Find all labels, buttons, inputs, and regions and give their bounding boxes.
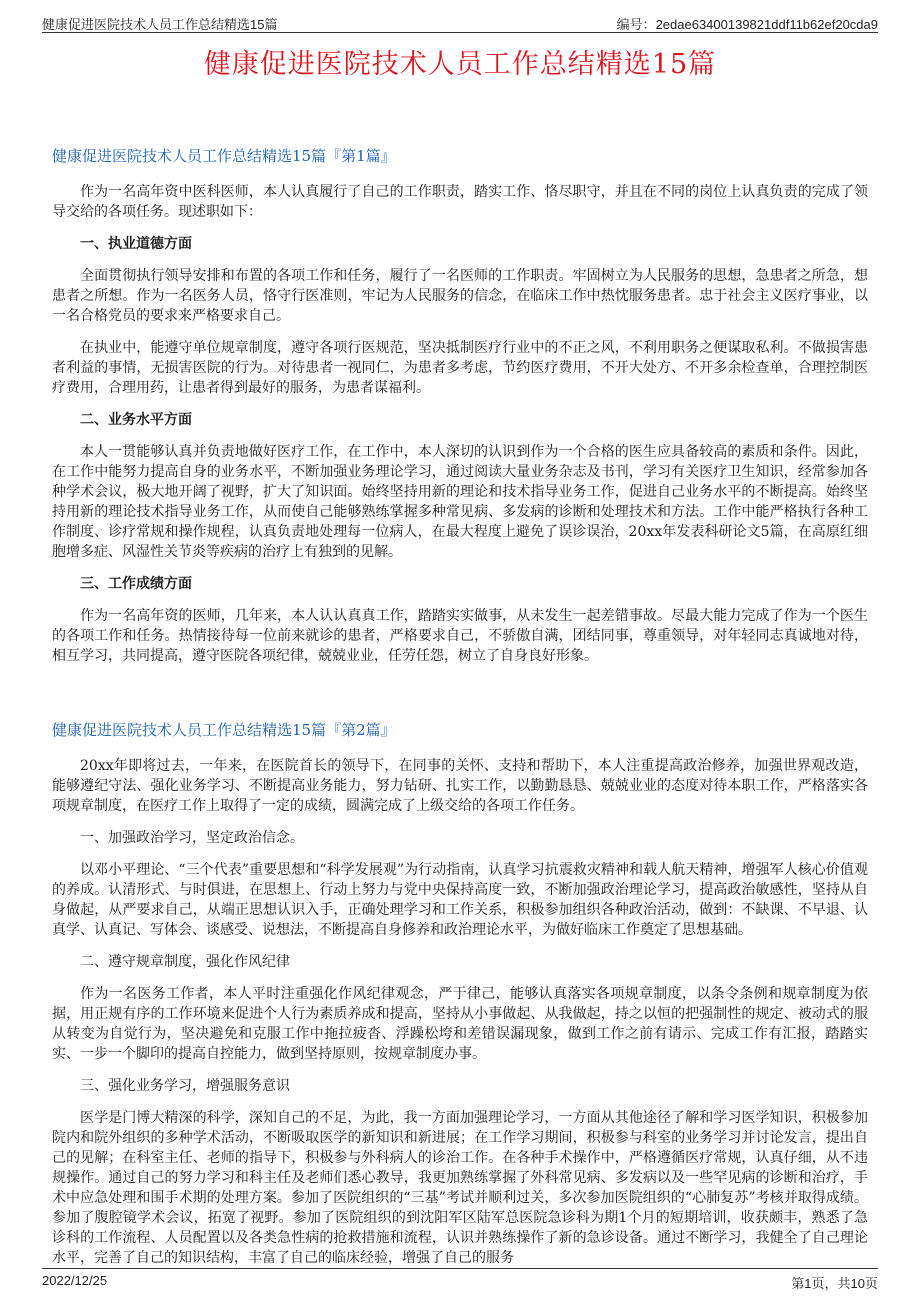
footer-page-number: 第1页，共10页	[791, 1276, 878, 1291]
section-heading: 健康促进医院技术人员工作总结精选15篇『第1篇』	[52, 147, 396, 165]
paragraph: 一、加强政治学习，坚定政治信念。	[80, 830, 304, 846]
subsection-heading: 一、执业道德方面	[80, 236, 192, 252]
paragraph: 三、强化业务学习，增强服务意识	[80, 1078, 290, 1094]
subsection-heading: 二、业务水平方面	[80, 412, 192, 428]
paragraph: 以邓小平理论、“三个代表”重要思想和“科学发展观”为行动指南，认真学习抗震救灾精神和载人航天精神，增强军人核心价值观的养成。认清形式、与时俱进，在思想上、行动上努力与党中央保持高度一致，不断加强政治理论学习，提高政治敏感性，坚持从自身做起，从严要求自己，从端正思想认识入手，正确处理学习和工作关系，积极参加组织各种政治活动，做到：不缺课、不早退、认真学、认真记、写体会、谈感受、说想法，不断提高自身修养和政治理论水平，为做好临床工作奠定了思想基础。	[52, 862, 868, 938]
section-gap	[52, 678, 868, 720]
page-footer	[42, 1268, 878, 1291]
section-heading: 健康促进医院技术人员工作总结精选15篇『第2篇』	[52, 721, 396, 739]
paragraph: 全面贯彻执行领导安排和布置的各项工作和任务，履行了一名医师的工作职责。牢固树立为人民服务的思想，急患者之所急，想患者之所想。作为一名医务人员，恪守行医准则，牢记为人民服务的信念，在临床工作中热忱服务患者。忠于社会主义医疗事业，以一名合格党员的要求来严格要求自己。	[52, 268, 868, 324]
paragraph: 医学是门博大精深的科学，深知自己的不足，为此，我一方面加强理论学习，一方面从其他途径了解和学习医学知识，积极参加院内和院外组织的多种学术活动，不断吸取医学的新知识和新进展；在工作学习期间，积极参与科室的业务学习并讨论发言，提出自己的见解；在科室主任、老师的指导下，积极参与外科病人的诊治工作。在各种手术操作中，严格遵循医疗常规，认真仔细，从不违规操作。通过自己的努力学习和科主任及老师们悉心教导，我更加熟练掌握了外科常见病、多发病以及一些罕见病的诊断和治疗，手术中应急处理和围手术期的处理方案。参加了医院组织的“三基”考试并顺利过关，多次参加医院组织的“心肺复苏”考核并取得成绩。参加了腹腔镜学术会议，拓宽了视野。参加了医院组织的到沈阳军区陆军总医院急诊科为期1个月的短期培训，收获颇丰，熟悉了急诊科的工作流程、人员配置以及各类急性病的抢救措施和流程，认识并熟练操作了新的急诊设备。通过不断学习，我健全了自己理论水平，完善了自己的知识结构，丰富了自己的临床经验，增强了自己的服务	[52, 1110, 868, 1266]
document-body	[52, 146, 868, 1280]
subsection-heading: 三、工作成绩方面	[80, 576, 192, 592]
header-doc-title: 健康促进医院技术人员工作总结精选15篇	[42, 17, 278, 32]
paragraph: 作为一名高年资的医师，几年来，本人认认真真工作，踏踏实实做事，从未发生一起差错事故。尽最大能力完成了作为一个医生的各项工作和任务。热情接待每一位前来就诊的患者，严格要求自己，不骄傲自满，团结同事，尊重领导，对年轻同志真诚地对待，相互学习，共同提高，遵守医院各项纪律，兢兢业业，任劳任怨，树立了自身良好形象。	[52, 608, 868, 664]
paragraph: 20xx年即将过去，一年来，在医院首长的领导下，在同事的关怀、支持和帮助下，本人注重提高政治修养，加强世界观改造，能够遵纪守法、强化业务学习、不断提高业务能力，努力钻研、扎实工作，以勤勤恳恳、兢兢业业的态度对待本职工作，严格落实各项规章制度，在医疗工作上取得了一定的成绩，圆满完成了上级交给的各项工作任务。	[52, 758, 868, 814]
footer-date: 2022/12/25	[42, 1273, 108, 1288]
page-header	[42, 8, 878, 33]
header-doc-id: 编号：2edae63400139821ddf11b62ef20cda9	[616, 17, 878, 32]
paragraph: 本人一贯能够认真并负责地做好医疗工作，在工作中，本人深切的认识到作为一个合格的医生应具备较高的素质和条件。因此，在工作中能努力提高自身的业务水平，不断加强业务理论学习，通过阅读大量业务杂志及书刊，学习有关医疗卫生知识，经常参加各种学术会议，极大地开阔了视野，扩大了知识面。始终坚持用新的理论和技术指导业务工作，促进自己业务水平的不断提高。始终坚持用新的理论技术指导业务工作，从而使自己能够熟练掌握多种常见病、多发病的诊断和处理技术和方法。工作中能严格执行各种工作制度、诊疗常规和操作规程，认真负责地处理每一位病人，在最大程度上避免了误诊误治，20xx年发表科研论文5篇，在高原红细胞增多症、风湿性关节炎等疾病的治疗上有独到的见解。	[52, 444, 868, 560]
paragraph: 在执业中，能遵守单位规章制度，遵守各项行医规范，坚决抵制医疗行业中的不正之风，不利用职务之便谋取私利。不做损害患者利益的事情，无损害医院的行为。对待患者一视同仁，为患者多考虑，节约医疗费用，不开大处方、不开多余检查单，合理控制医疗费用，合理用药，让患者得到最好的服务，为患者谋福利。	[52, 340, 868, 396]
document-title: 健康促进医院技术人员工作总结精选15篇	[203, 49, 717, 80]
paragraph: 作为一名医务工作者，本人平时注重强化作风纪律观念，严于律己，能够认真落实各项规章制度，以条令条例和规章制度为依据，用正规有序的工作环境来促进个人行为素质养成和提高，坚持从小事做起、从我做起，持之以恒的把强制性的规定、被动式的服从转变为自觉行为，坚决避免和克服工作中拖拉疲沓、浮躁松垮和差错误漏现象，做到工作之前有请示、完成工作有汇报，踏踏实实、一步一个脚印的提高自控能力，做到坚持原则，按规章制度办事。	[52, 986, 868, 1062]
paragraph: 二、遵守规章制度，强化作风纪律	[80, 954, 290, 970]
paragraph: 作为一名高年资中医科医师，本人认真履行了自己的工作职责，踏实工作、恪尽职守，并且在不同的岗位上认真负责的完成了领导交给的各项任务。现述职如下：	[52, 184, 868, 220]
